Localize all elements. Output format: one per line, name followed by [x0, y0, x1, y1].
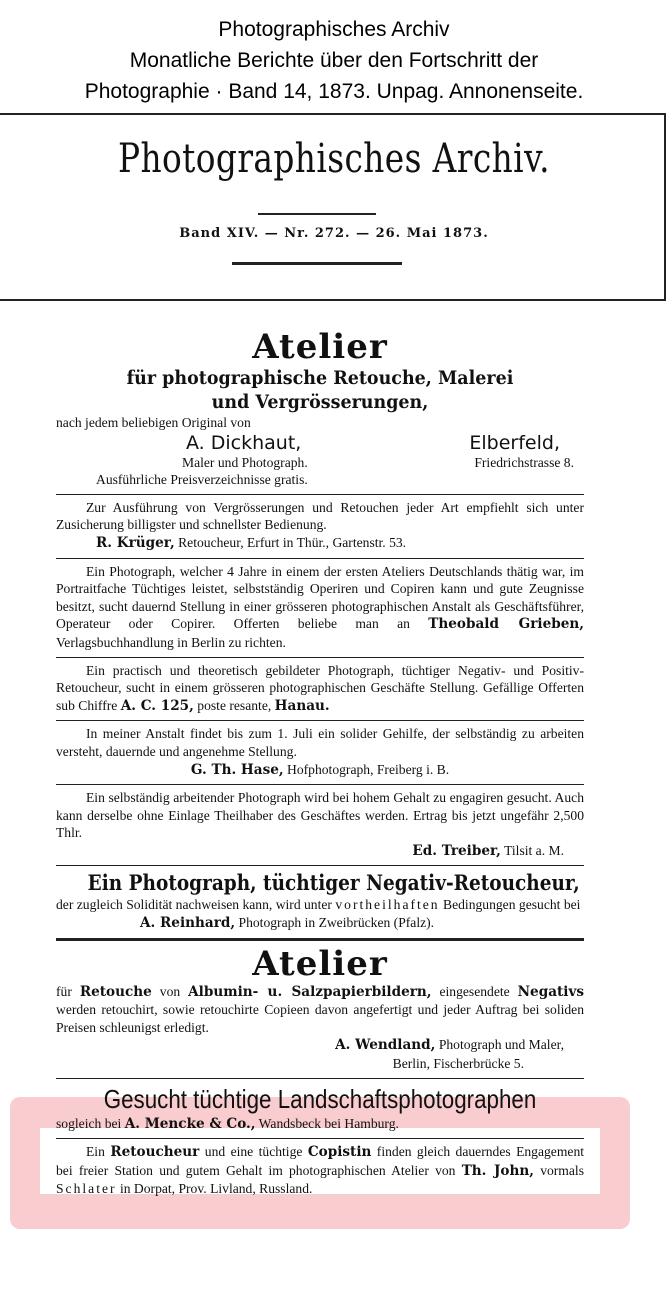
ad-text: [56, 1143, 584, 1198]
ad-signature: [56, 914, 584, 933]
ad-john: [56, 1141, 584, 1201]
divider: [56, 865, 584, 866]
advertiser-address: Hofphotograph, Freiberg i. B.: [287, 761, 450, 777]
caption-line-2: Monatliche Berichte über den Fortschritt der: [129, 49, 539, 72]
ad-krueger: [56, 497, 584, 556]
advertiser-name: R. Krüger,: [96, 534, 175, 551]
ad-body: eingesendete: [439, 983, 510, 999]
ad-text: nach jedem beliebigen Original von: [56, 415, 251, 430]
ad-hanau: [56, 660, 584, 719]
ad-body: Ein Photograph, welcher 4 Jahre in einem der ersten Ateliers Deutschlands thätig war, im Portraitfache Tüchtiges leistet, selbstständig Operiren und Copiren kann und gute Zeugnisse besitzt, sucht dauernd Stellung in einer grösseren photographischen Anstalt als Geschäftsführer, Operateur oder Copirer. Offerten beliebe man an: [56, 563, 584, 632]
advertiser-name: A. Mencke & Co.,: [124, 1115, 256, 1132]
ad-body: werden retouchirt, sowie retouchirte Copieen davon angefertigt und jeder Auftrag bei soliden Preisen schleunigst erledigt.: [56, 1002, 584, 1035]
ad-body: Ein: [86, 1144, 105, 1160]
ad-text: Zur Ausführung von Vergrösserungen und Retouchen jeder Art empfiehlt sich unter Zusicherung billigster und schnellster Bedienung.: [56, 499, 584, 533]
advertiser-address: Wandsbeck bei Hamburg.: [258, 1115, 399, 1131]
ad-body: der zugleich Solidität nachweisen kann, wird unter: [56, 897, 332, 913]
divider: [56, 1078, 584, 1079]
advertiser-address: Berlin, Fischerbrücke 5.: [392, 1056, 524, 1072]
ad-body: und eine tüchtige: [204, 1144, 303, 1160]
advertiser-name: Ed. Treiber,: [412, 842, 501, 859]
divider: [56, 657, 584, 658]
ad-text: [56, 896, 584, 914]
ad-subheadline: und Vergrösserungen,: [211, 391, 429, 413]
ad-name-row: [56, 432, 584, 454]
ad-role-row: [56, 454, 584, 472]
ad-signature: [56, 761, 584, 780]
ad-body-bold: Retouche: [79, 983, 152, 1000]
ad-body: in Dorpat, Prov. Livland, Russland.: [119, 1181, 313, 1197]
ad-wendland: [56, 943, 584, 1076]
advertiser-address: Verlagsbuchhandlung in Berlin zu richten.: [56, 634, 286, 650]
ad-text: [56, 983, 584, 1037]
advertiser-name: A. Wendland,: [335, 1037, 436, 1054]
ad-signature: [56, 1036, 584, 1055]
ad-headline: Gesucht tüchtige Landschaftsphotographen: [103, 1083, 537, 1114]
advertiser-city: Hanau.: [274, 697, 330, 714]
ad-body: für: [56, 983, 72, 999]
ad-dickhaut: [56, 326, 584, 492]
ad-text: [56, 1115, 584, 1134]
caption-line-3: Photographie · Band 14, 1873. Unpag. Annonenseite.: [84, 80, 584, 103]
advertiser-name: A. Reinhard,: [140, 915, 236, 932]
ad-body: Ein practisch und theoretisch gebildeter Photograph, tüchtiger Negativ- und Positiv-Retoucheur, sucht in einem grösseren photographischen Geschäfte Stellung. Gefällige Offerten sub Chiffre: [56, 662, 584, 713]
ad-treiber: [56, 787, 584, 863]
caption-line-1: Photographisches Archiv: [218, 18, 450, 41]
ad-body-spaced: vortheilhaften: [335, 897, 440, 913]
journal-title: Photographisches Archiv.: [118, 136, 550, 182]
ad-hase: [56, 723, 584, 782]
divider: [56, 558, 584, 559]
advertiser-address: Photograph in Zweibrücken (Pfalz).: [238, 915, 435, 931]
divider: [56, 938, 584, 941]
ad-text: [56, 662, 584, 716]
advertiser-street: Friedrichstrasse 8.: [474, 454, 574, 470]
ad-body: finden gleich dauerndes Engagement bei freier Station und gutem Gehalt im photographischen Atelier von: [56, 1144, 585, 1178]
ad-text: Ein selbständig arbeitender Photograph wird bei hohem Gehalt zu engagiren gesucht. Auch kann derselbe ohne Einlage Theilhaber des Geschäftes werden. Ertrag bis jetzt ungefähr 2,500 Thlr.: [56, 790, 584, 841]
ad-text: [56, 563, 584, 652]
advertisement-column: [56, 326, 584, 1201]
image-caption: [0, 14, 668, 107]
masthead-rule-bottom: [232, 262, 402, 265]
advertiser-city: Elberfeld,: [469, 431, 560, 454]
ad-body-bold: Copistin: [307, 1144, 372, 1161]
ad-mencke: [56, 1081, 584, 1137]
ad-headline: Atelier: [252, 327, 388, 367]
advertiser-name: A. Dickhaut,: [186, 431, 302, 454]
advertiser-address: Retoucheur, Erfurt in Thür., Gartenstr. 53.: [178, 534, 407, 550]
ad-headline: Ein Photograph, tüchtiger Negativ-Retoucheur,: [87, 870, 580, 896]
ad-body-bold: Retoucheur: [110, 1144, 200, 1161]
chiffre: A. C. 125,: [120, 697, 194, 714]
ad-body-bold: Negativs: [517, 983, 585, 1000]
ad-subheadline: für photographische Retouche, Malerei: [126, 367, 514, 389]
ad-body: sogleich bei: [56, 1115, 122, 1131]
ad-reinhard: [56, 868, 584, 935]
ad-body-spaced: Schlater: [56, 1181, 117, 1197]
issue-line: Band XIV. — Nr. 272. — 26. Mai 1873.: [179, 226, 489, 241]
advertiser-address: Tilsit a. M.: [504, 842, 564, 858]
advertiser-name: Theobald Grieben,: [428, 616, 584, 633]
divider: [56, 494, 584, 495]
ad-body: vormals: [540, 1162, 584, 1178]
divider: [56, 784, 584, 785]
ad-body: Bedingungen gesucht bei: [443, 897, 581, 913]
masthead-rule-top: [258, 213, 376, 215]
advertiser-role: Maler und Photograph.: [182, 454, 308, 470]
ad-signature: [56, 534, 584, 553]
ad-note: Ausführliche Preisverzeichnisse gratis.: [96, 472, 308, 488]
advertiser-role: Photograph und Maler,: [438, 1037, 564, 1053]
ad-body: von: [159, 983, 181, 999]
ad-headline: Atelier: [252, 943, 388, 984]
divider: [56, 1138, 584, 1139]
ad-signature: [56, 842, 584, 861]
ad-body-bold: Albumin- u. Salzpapierbildern,: [188, 983, 432, 1000]
advertiser-name: G. Th. Hase,: [190, 761, 284, 778]
advertiser-name: Th. John,: [461, 1162, 534, 1179]
ad-grieben: [56, 561, 584, 655]
ad-text: In meiner Anstalt findet bis zum 1. Juli ein solider Gehilfe, der selbständig zu arbeiten versteht, dauernde und angenehme Stellung.: [56, 726, 584, 759]
ad-body-mid: poste resante,: [197, 697, 272, 713]
divider: [56, 720, 584, 721]
